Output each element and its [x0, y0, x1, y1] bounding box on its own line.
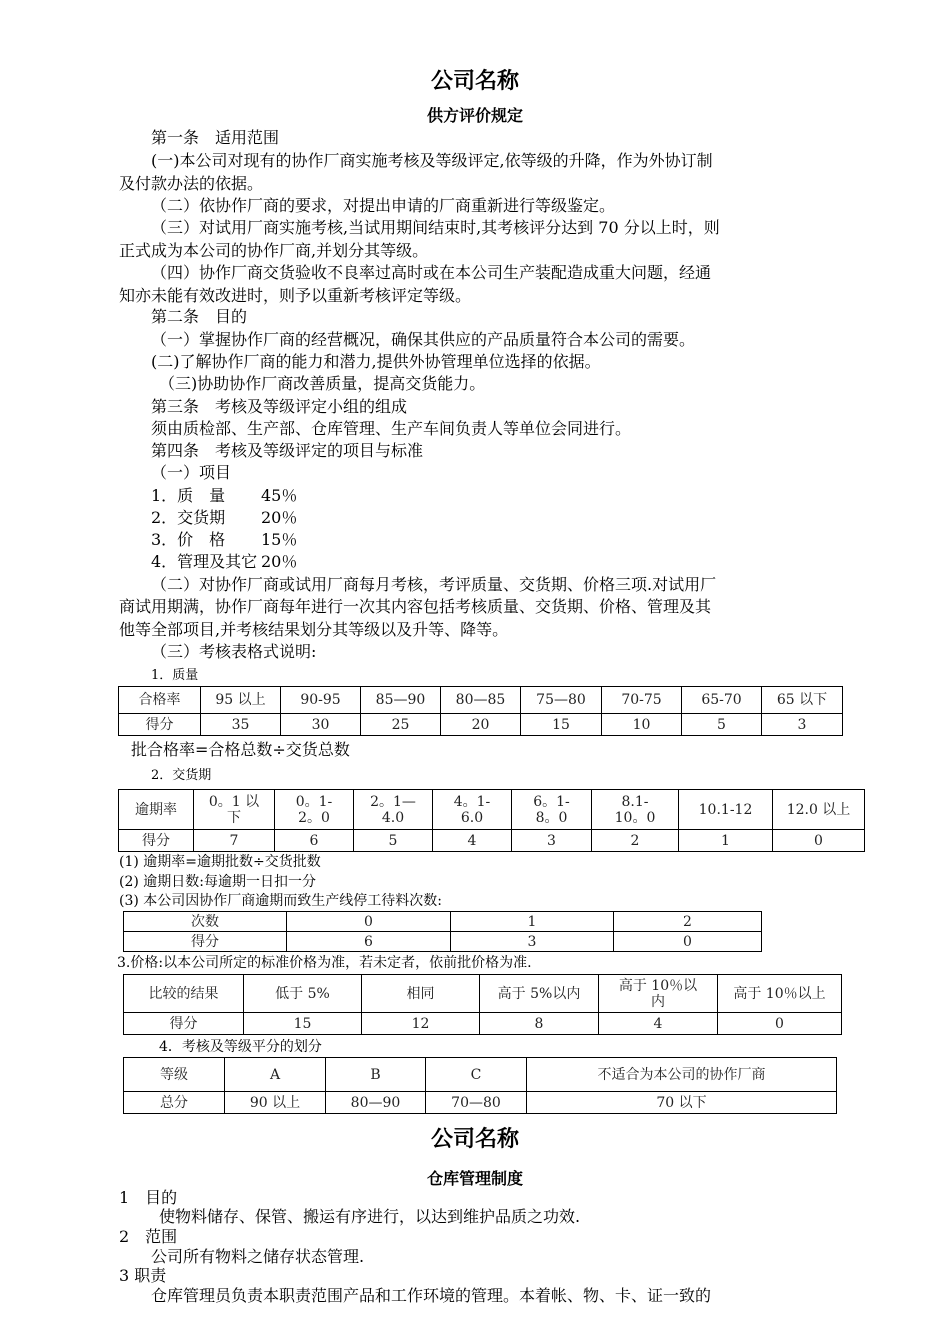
table-cell: 95 以上	[201, 687, 281, 714]
quality-score-row	[119, 714, 843, 736]
company-name-title: 公司名称	[430, 69, 519, 94]
table-cell: 0	[773, 830, 865, 852]
item-row	[151, 507, 297, 529]
table-cell: A	[225, 1058, 326, 1092]
table-cell: 10	[602, 714, 682, 736]
quality-table	[118, 686, 843, 736]
table-cell: 6	[287, 932, 451, 952]
price-score-row	[124, 1013, 842, 1035]
table-cell: 5	[354, 830, 433, 852]
paragraph-line: 商试用期满，协作厂商每年进行一次其内容包括考核质量、交货期、价格、管理及其	[119, 597, 712, 616]
table-cell: 7	[194, 830, 275, 852]
table-cell: 比较的结果	[124, 975, 244, 1013]
table-cell: 8	[480, 1013, 599, 1035]
table-cell: 总分	[124, 1092, 225, 1114]
price-heading: 3.价格:以本公司所定的标准价格为准，若未定者，依前批价格为准.	[117, 955, 532, 971]
item-row	[151, 529, 297, 551]
table-cell: 0。1 以 下	[194, 790, 275, 830]
table-cell: 10.1-12	[679, 790, 773, 830]
table-cell: 90-95	[281, 687, 361, 714]
table-cell: 15	[244, 1013, 362, 1035]
article-3-heading: 第三条 考核及等级评定小组的组成	[151, 397, 408, 416]
paragraph-line: （四）协作厂商交货验收不良率过高时或在本公司生产装配造成重大问题，经通	[151, 263, 712, 282]
grade-level-row	[124, 1058, 837, 1092]
table-cell: 等级	[124, 1058, 225, 1092]
table-cell: 65-70	[682, 687, 762, 714]
table-cell: B	[326, 1058, 426, 1092]
table-cell: 0	[614, 932, 762, 952]
table-cell: 20	[441, 714, 521, 736]
item-percent: 20％	[261, 508, 298, 527]
table-cell: 65 以下	[762, 687, 843, 714]
delivery-rate-row	[119, 790, 865, 830]
table-cell: 得分	[124, 932, 287, 952]
item-percent: 20％	[261, 552, 298, 571]
table-cell: 90 以上	[225, 1092, 326, 1114]
table-cell: 0	[718, 1013, 842, 1035]
paragraph-line: 正式成为本公司的协作厂商,并划分其等级。	[119, 241, 429, 260]
table-cell: 4。1- 6.0	[433, 790, 512, 830]
table-cell: 85—90	[361, 687, 441, 714]
item-name: 2．交货期	[151, 508, 226, 527]
price-table	[123, 974, 842, 1035]
table-cell: 1	[451, 912, 614, 932]
table-cell: 低于 5%	[244, 975, 362, 1013]
article-4-heading: 第四条 考核及等级评定的项目与标准	[151, 441, 424, 460]
section-heading: 2 范围	[119, 1227, 178, 1246]
paragraph-line: （三）考核表格式说明:	[151, 642, 317, 661]
item-row	[151, 551, 297, 573]
table-cell: 2	[614, 912, 762, 932]
table-cell: 高于 10％以 内	[599, 975, 718, 1013]
paragraph-line: （二）依协作厂商的要求，对提出申请的厂商重新进行等级鉴定。	[151, 196, 616, 215]
table-cell: 2	[592, 830, 679, 852]
doc-title: 供方评价规定	[426, 106, 523, 125]
item-percent: 45％	[261, 486, 298, 505]
quality-note: 批合格率=合格总数÷交货总数	[131, 740, 350, 759]
item-name: 3．价 格	[151, 530, 226, 549]
table-cell: 15	[521, 714, 602, 736]
item-row	[151, 485, 297, 507]
paragraph-line: （一）项目	[151, 463, 232, 482]
table-cell: 高于 10％以上	[718, 975, 842, 1013]
paragraph-line: 使物料储存、保管、搬运有序进行，以达到维护品质之功效.	[159, 1207, 581, 1226]
article-2-heading: 第二条 目的	[151, 307, 248, 326]
delivery-score-row	[119, 830, 865, 852]
table-cell: 得分	[124, 1013, 244, 1035]
table-cell: 80—85	[441, 687, 521, 714]
table-cell: 25	[361, 714, 441, 736]
table-cell: 30	[281, 714, 361, 736]
table-cell: 70-75	[602, 687, 682, 714]
grade-heading: 4．考核及等级平分的划分	[159, 1039, 322, 1055]
paragraph-line: 须由质检部、生产部、仓库管理、生产车间负责人等单位会同进行。	[151, 419, 632, 438]
table-cell: 4	[433, 830, 512, 852]
stoppage-table	[123, 911, 762, 952]
table-cell: 75—80	[521, 687, 602, 714]
delivery-note: (3) 本公司因协作厂商逾期而致生产线停工待料次数:	[119, 893, 442, 909]
table-cell: 70 以下	[527, 1092, 837, 1114]
paragraph-line: 仓库管理员负责本职责范围产品和工作环境的管理。本着帐、物、卡、证一致的	[151, 1286, 712, 1305]
table-cell: 12	[362, 1013, 480, 1035]
paragraph-line: 知亦未能有效改进时，则予以重新考核评定等级。	[119, 286, 472, 305]
table-cell: 3	[762, 714, 843, 736]
paragraph-line: （三）对试用厂商实施考核,当试用期间结束时,其考核评分达到 70 分以上时，则	[151, 218, 720, 237]
table-cell: 得分	[119, 714, 201, 736]
table-cell: 0	[287, 912, 451, 932]
table-cell: 逾期率	[119, 790, 194, 830]
item-percent: 15％	[261, 530, 298, 549]
article-1-heading: 第一条 适用范围	[151, 128, 280, 147]
table-cell: 得分	[119, 830, 194, 852]
table-cell: 3	[512, 830, 592, 852]
table-cell: 1	[679, 830, 773, 852]
table-cell: 4	[599, 1013, 718, 1035]
delivery-note: (2) 逾期日数:每逾期一日扣一分	[119, 874, 316, 890]
delivery-note: (1) 逾期率=逾期批数÷交货批数	[119, 854, 321, 870]
paragraph-line: (一)本公司对现有的协作厂商实施考核及等级评定,依等级的升降，作为外协订制	[151, 151, 713, 170]
table-cell: 80—90	[326, 1092, 426, 1114]
table-cell: 合格率	[119, 687, 201, 714]
doc-title: 仓库管理制度	[426, 1169, 523, 1188]
table-cell: 8.1- 10。0	[592, 790, 679, 830]
table-cell: 2。1— 4.0	[354, 790, 433, 830]
quality-heading: 1．质量	[151, 668, 199, 683]
table-cell: C	[426, 1058, 527, 1092]
section-heading: 3 职责	[119, 1266, 167, 1285]
grade-table	[123, 1057, 837, 1114]
paragraph-line: （二）对协作厂商或试用厂商每月考核，考评质量、交货期、价格三项.对试用厂	[151, 575, 717, 594]
section-heading: 1 目的	[119, 1188, 178, 1207]
paragraph-line: （三)协助协作厂商改善质量，提高交货能力。	[159, 374, 486, 393]
table-cell: 3	[451, 932, 614, 952]
table-cell: 35	[201, 714, 281, 736]
table-cell: 6	[275, 830, 354, 852]
table-cell: 相同	[362, 975, 480, 1013]
table-cell: 6。1- 8。0	[512, 790, 592, 830]
paragraph-line: 公司所有物料之储存状态管理.	[151, 1247, 365, 1266]
grade-score-row	[124, 1092, 837, 1114]
table-cell: 不适合为本公司的协作厂商	[527, 1058, 837, 1092]
paragraph-line: （一）掌握协作厂商的经营概况，确保其供应的产品质量符合本公司的需要。	[151, 330, 696, 349]
table-cell: 高于 5%以内	[480, 975, 599, 1013]
table-cell: 次数	[124, 912, 287, 932]
table-cell: 12.0 以上	[773, 790, 865, 830]
table-cell: 70—80	[426, 1092, 527, 1114]
item-name: 1．质 量	[151, 486, 226, 505]
delivery-table	[118, 789, 865, 852]
quality-rate-row	[119, 687, 843, 714]
stoppage-count-row	[124, 912, 762, 932]
paragraph-line: (二)了解协作厂商的能力和潜力,提供外协管理单位选择的依据。	[151, 352, 601, 371]
table-cell: 0。1- 2。0	[275, 790, 354, 830]
table-cell: 5	[682, 714, 762, 736]
stoppage-score-row	[124, 932, 762, 952]
delivery-heading: 2．交货期	[151, 768, 212, 783]
paragraph-line: 他等全部项目,并考核结果划分其等级以及升等、降等。	[119, 620, 509, 639]
price-comparison-row	[124, 975, 842, 1013]
item-name: 4．管理及其它	[151, 552, 258, 571]
paragraph-line: 及付款办法的依据。	[119, 174, 264, 193]
company-name-title: 公司名称	[430, 1127, 519, 1152]
